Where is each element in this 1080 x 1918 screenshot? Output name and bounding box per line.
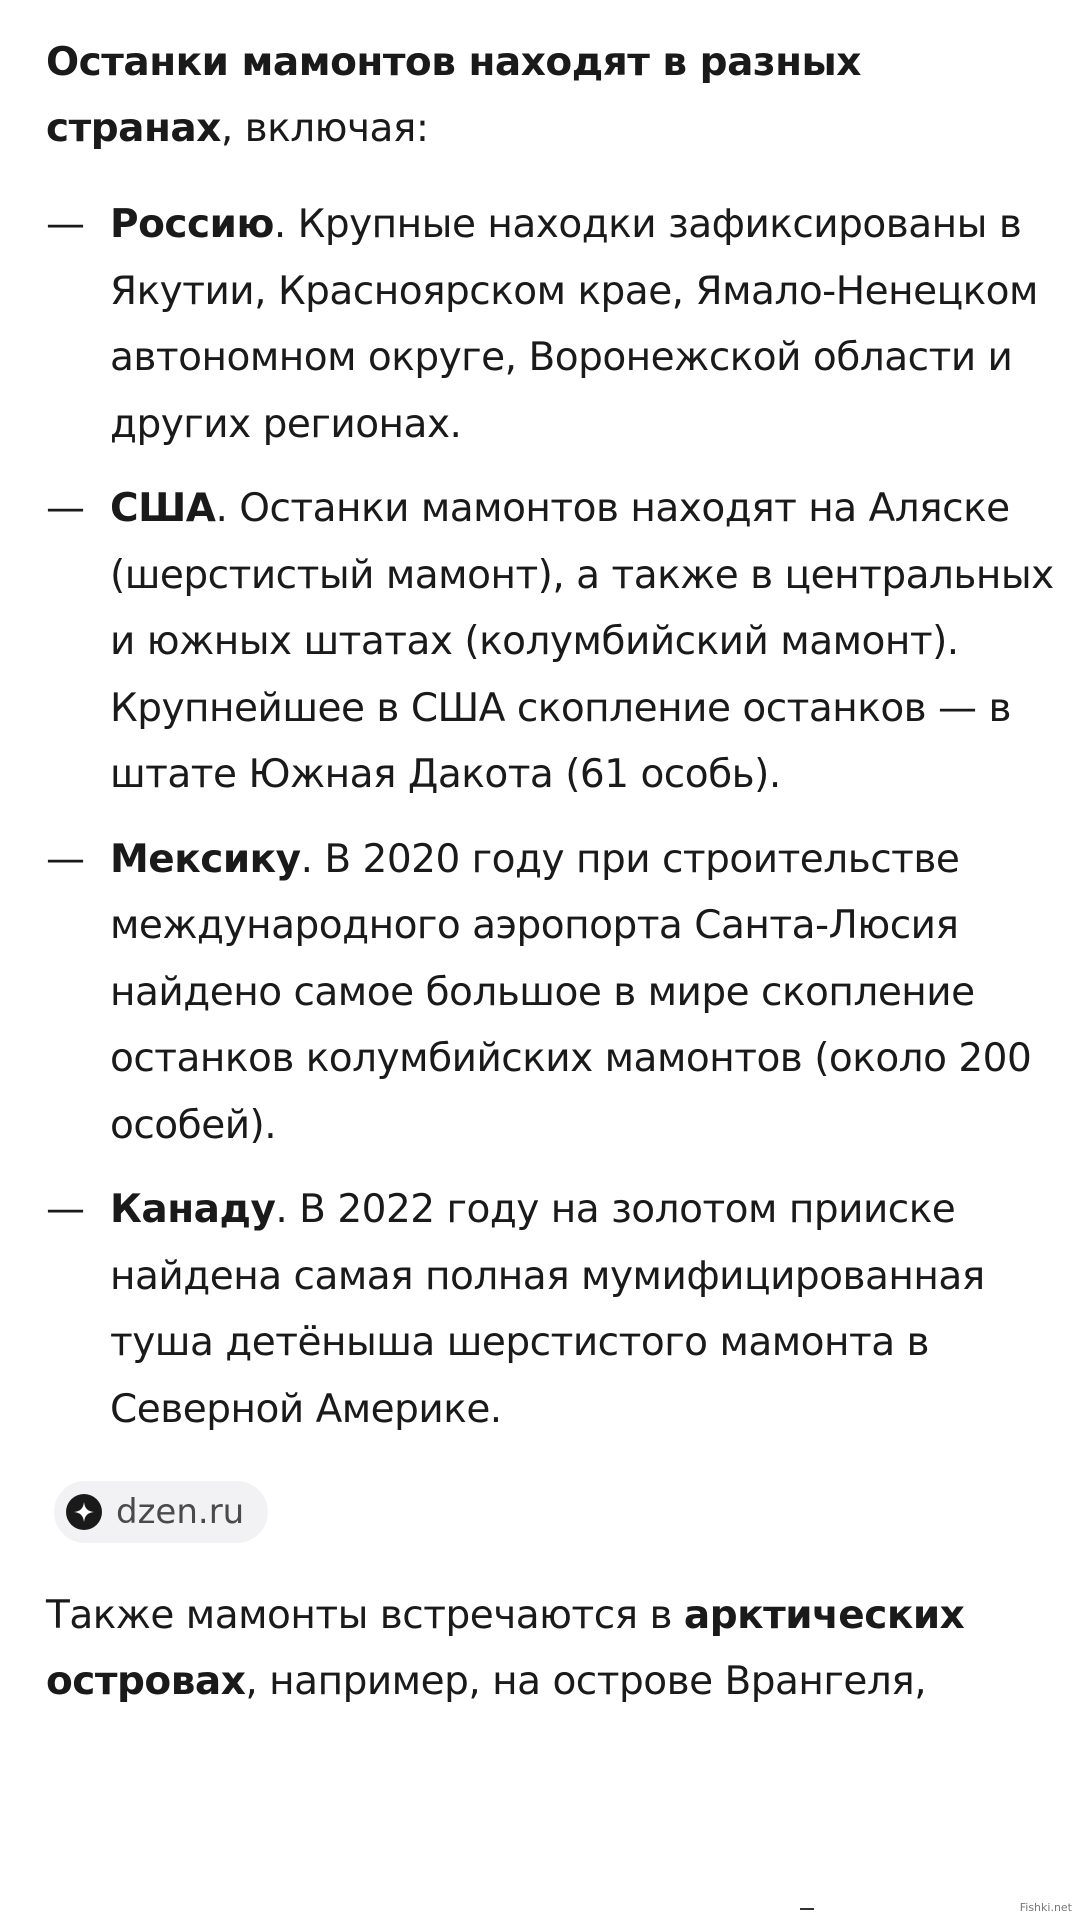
source-label: dzen.ru bbox=[116, 1492, 245, 1532]
list-item-text: . В 2020 году при строительстве международного аэропорта Санта-Люсия найдено самое большое в мире скопление останков колумбийских мамонтов (около 200 особей). bbox=[110, 836, 1032, 1148]
list-item-text: . Останки мамонтов находят на Аляске (шерстистый мамонт), а также в центральных и южных штатах (колумбийский мамонт). Крупнейшее в США скопление останков — в штате Южная Дакота (61 особь). bbox=[110, 486, 1054, 797]
outro-rest: , например, на острове Врангеля, bbox=[245, 1659, 927, 1704]
list-item-bold: Россию bbox=[110, 202, 274, 247]
list-dash: — bbox=[46, 1187, 85, 1232]
watermark: Fishki.net bbox=[1019, 1901, 1072, 1914]
outro-bold: арктических островах bbox=[46, 1593, 965, 1704]
intro-rest: , включая: bbox=[220, 106, 429, 151]
answer-content bbox=[46, 30, 1056, 1715]
sparkle-icon bbox=[66, 1494, 102, 1530]
list-item-bold: Канаду bbox=[110, 1187, 276, 1232]
list-item-bold: США bbox=[110, 486, 216, 531]
outro-start: Также мамонты встречаются в bbox=[46, 1593, 684, 1638]
list-item-text: . Крупные находки зафиксированы в Якутии, Красноярском крае, Ямало-Ненецком автономном округе, Воронежской области и других регионах. bbox=[110, 202, 1038, 447]
list-dash: — bbox=[46, 836, 85, 882]
list-item-usa bbox=[46, 476, 1056, 809]
intro-paragraph bbox=[46, 30, 1056, 162]
intro-bold: Останки мамонтов находят в разных странах bbox=[46, 40, 861, 151]
list-item-russia bbox=[46, 192, 1056, 458]
list-dash: — bbox=[46, 202, 85, 247]
scroll-indicator bbox=[800, 1908, 814, 1910]
list-item-text: . В 2022 году на золотом прииске найдена самая полная мумифицированная туша детёныша шерстистого мамонта в Северной Америке. bbox=[110, 1187, 985, 1432]
outro-paragraph bbox=[46, 1583, 1056, 1715]
list-item-bold: Мексику bbox=[110, 836, 301, 882]
list-item-mexico bbox=[46, 827, 1056, 1160]
list-dash: — bbox=[46, 486, 85, 531]
list-item-canada bbox=[46, 1177, 1056, 1443]
source-chip-dzen[interactable] bbox=[54, 1481, 268, 1543]
